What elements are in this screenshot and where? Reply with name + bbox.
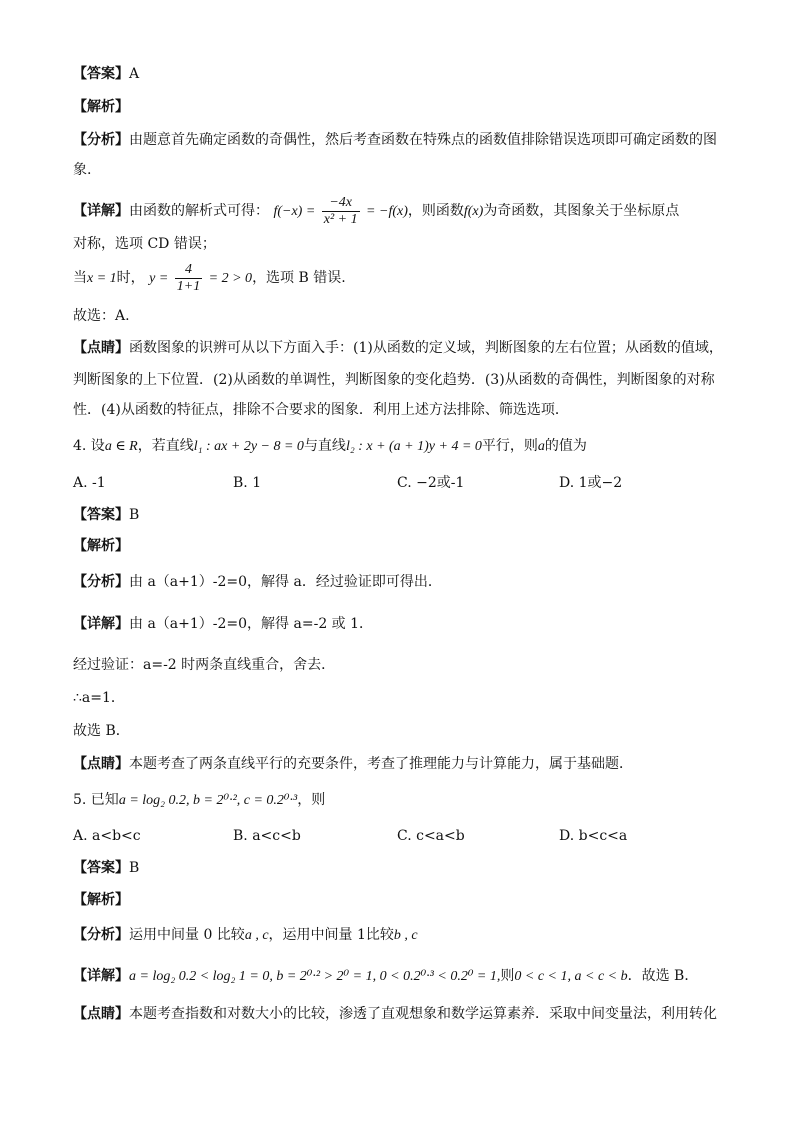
q3-dianjing-line-2 xyxy=(73,370,715,390)
q4-option-a: A. -1 xyxy=(73,475,106,491)
stem-text: 的值为 xyxy=(544,438,587,454)
formula: a , c xyxy=(244,928,269,943)
q5-option-d: D. b<c<a xyxy=(559,828,628,844)
fraction-numerator: −4x xyxy=(322,195,360,212)
formula: y = xyxy=(149,271,169,286)
formula: f(x) xyxy=(463,204,484,219)
verify-text: 经过验证：a=-2 时两条直线重合，舍去． xyxy=(73,657,336,673)
formula: f(−x) = xyxy=(273,204,316,219)
q4-stem xyxy=(73,436,587,457)
formula: a = log₂ 0.2, b = 2⁰·², c = 0.2⁰·³ xyxy=(118,793,298,808)
q4-option-c: C. −2或-1 xyxy=(397,475,465,491)
q5-option-c: C. c<a<b xyxy=(397,828,465,844)
fenxi-text: 运用中间量 0 比较 xyxy=(129,927,245,943)
q3-fenxi-line-1 xyxy=(73,130,717,150)
formula: a xyxy=(537,439,545,454)
q4-option-d: D. 1或−2 xyxy=(559,475,623,491)
xiangjie-text: 由 a（a+1）-2=0，解得 a=-2 或 1． xyxy=(129,616,374,632)
formula: a = log₂ 0.2 < log₂ 1 = 0, b = 2⁰·² > 2⁰ = 1, 0 < 0.2⁰·³ < 0.2⁰ = 1, xyxy=(129,969,501,984)
fraction-denominator: x² + 1 xyxy=(323,211,358,227)
formula: b , c xyxy=(393,928,418,943)
stem-text: 与直线 xyxy=(303,438,346,454)
xiangjie-text: 当 xyxy=(73,270,87,286)
q5-option-b: B. a<c<b xyxy=(233,828,301,844)
answer-tag: 【答案】 xyxy=(73,860,129,876)
q3-fenxi-line-2 xyxy=(73,160,91,180)
fenxi-text: ，运用中间量 1比较 xyxy=(268,927,394,943)
xiangjie-tag: 【详解】 xyxy=(73,203,129,219)
analysis-tag: 【解析】 xyxy=(73,892,129,908)
analysis-tag: 【解析】 xyxy=(73,99,129,115)
fraction-numerator: 4 xyxy=(175,262,202,279)
q4-xiangjie xyxy=(73,614,373,634)
q3-answer-line xyxy=(73,64,139,84)
q3-xiangjie-line-2 xyxy=(73,234,216,254)
q4-therefore xyxy=(73,688,125,708)
analysis-tag: 【解析】 xyxy=(73,538,129,554)
answer-value: B xyxy=(129,860,140,876)
fenxi-tag: 【分析】 xyxy=(73,574,129,590)
answer-tag: 【答案】 xyxy=(73,66,129,82)
dianjing-tag: 【点睛】 xyxy=(73,756,129,772)
formula: = 2 > 0 xyxy=(208,271,253,286)
stem-text: ，则 xyxy=(297,792,326,808)
therefore-text: ∴a=1． xyxy=(73,690,125,706)
dianjing-text: 本题考查了两条直线平行的充要条件，考查了推理能力与计算能力，属于基础题． xyxy=(129,756,633,772)
q4-dianjing xyxy=(73,754,633,774)
q5-xiangjie xyxy=(73,966,698,987)
q4-option-b: B. 1 xyxy=(233,475,262,491)
xiangjie-text: ．故选 B． xyxy=(627,968,699,984)
xiangjie-text: 对称，选项 CD 错误； xyxy=(73,236,216,252)
conclusion-text: 故选：A. xyxy=(73,308,130,324)
q4-guxuan xyxy=(73,721,130,741)
q5-dianjing xyxy=(73,1004,717,1024)
xiangjie-text: ，则函数 xyxy=(407,203,464,219)
stem-text: ，若直线 xyxy=(137,438,194,454)
fenxi-text: 由 a（a+1）-2=0，解得 a．经过验证即可得出． xyxy=(129,574,442,590)
xiangjie-text: ，选项 B 错误. xyxy=(252,270,346,286)
answer-value: A xyxy=(129,66,140,82)
fraction xyxy=(322,195,360,228)
fenxi-text: 象. xyxy=(73,162,92,178)
xiangjie-tag: 【详解】 xyxy=(73,968,129,984)
xiangjie-text: 时， xyxy=(116,270,145,286)
xiangjie-text: 由函数的解析式可得： xyxy=(129,203,269,219)
formula: = −f(x) xyxy=(366,204,408,219)
q3-xiangjie-line-1 xyxy=(73,193,679,230)
q3-dianjing-line-1 xyxy=(73,338,723,358)
answer-value: B xyxy=(129,507,140,523)
q5-option-a: A. a<b<c xyxy=(73,828,141,844)
question-number: 4. 设 xyxy=(73,438,105,454)
dianjing-tag: 【点睛】 xyxy=(73,340,129,356)
fraction xyxy=(175,262,202,295)
dianjing-text: 本题考查指数和对数大小的比较，渗透了直观想象和数学运算素养．采取中间变量法，利用转化 xyxy=(129,1006,717,1022)
dianjing-text: 性．(4)从函数的特征点，排除不合要求的图象．利用上述方法排除、筛选选项． xyxy=(73,402,569,418)
xiangjie-tag: 【详解】 xyxy=(73,616,129,632)
q3-guxuan xyxy=(73,306,130,326)
q5-analysis-heading xyxy=(73,890,129,910)
q4-analysis-heading xyxy=(73,536,129,556)
q5-answer-line xyxy=(73,858,139,878)
answer-tag: 【答案】 xyxy=(73,507,129,523)
xiangjie-text: 则 xyxy=(500,968,515,984)
dianjing-tag: 【点睛】 xyxy=(73,1006,129,1022)
fenxi-tag: 【分析】 xyxy=(73,927,129,943)
fenxi-tag: 【分析】 xyxy=(73,132,129,148)
q5-fenxi xyxy=(73,925,418,946)
q5-stem xyxy=(73,790,325,811)
xiangjie-text: 为奇函数，其图象关于坐标原点 xyxy=(483,203,680,219)
stem-text: 平行，则 xyxy=(481,438,538,454)
conclusion-text: 故选 B． xyxy=(73,723,130,739)
q4-verify xyxy=(73,655,335,675)
q3-analysis-heading xyxy=(73,97,129,117)
formula: 0 < c < 1, a < c < b xyxy=(514,969,628,984)
dianjing-text: 判断图象的上下位置．(2)从函数的单调性，判断图象的变化趋势．(3)从函数的奇偶性，判断图象的对称 xyxy=(73,372,715,388)
question-number: 5. 已知 xyxy=(73,792,119,808)
formula: l₁ : ax + 2y − 8 = 0 xyxy=(193,439,304,454)
fraction-denominator: 1+1 xyxy=(176,278,201,294)
formula: x = 1 xyxy=(87,271,117,286)
q3-dianjing-line-3 xyxy=(73,400,569,420)
fenxi-text: 由题意首先确定函数的奇偶性，然后考查函数在特殊点的函数值排除错误选项即可确定函数的图 xyxy=(129,132,717,148)
formula: a ∈ R xyxy=(104,439,138,454)
q4-fenxi xyxy=(73,572,442,592)
formula: l₂ : x + (a + 1)y + 4 = 0 xyxy=(345,439,482,454)
q3-xiangjie-line-3 xyxy=(73,260,346,297)
q4-answer-line xyxy=(73,505,139,525)
dianjing-text: 函数图象的识辨可从以下方面入手：(1)从函数的定义域，判断图象的左右位置；从函数的值域， xyxy=(129,340,723,356)
